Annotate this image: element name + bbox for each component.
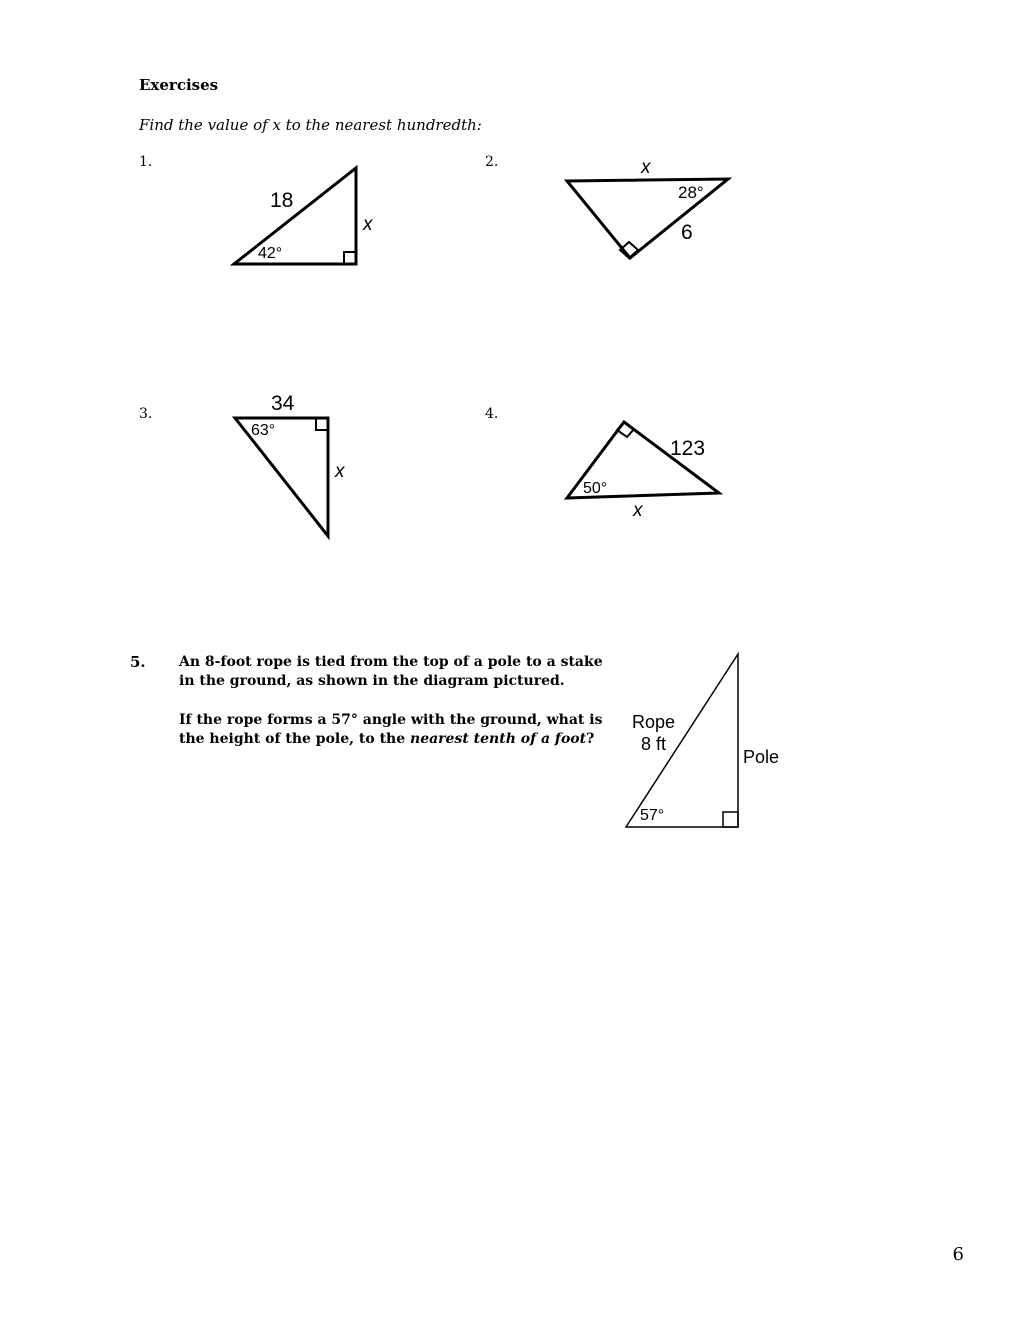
triangle-diagram-4: [560, 412, 735, 522]
problem-4-hyp-label: 123: [670, 437, 706, 460]
problem-4-angle-label: 50°: [583, 480, 608, 497]
triangle-2-shape: [567, 179, 728, 258]
rope-pole-diagram: [610, 645, 800, 835]
problem-5-text-1: An 8-foot rope is tied from the top of a pole to a stake in the ground, as shown in the diagram pictured.: [179, 654, 603, 689]
triangle-3-shape: [235, 418, 328, 536]
section-heading: Exercises: [139, 76, 219, 94]
right-angle-marker-3: [316, 418, 328, 430]
pole-right-angle-marker: [723, 812, 738, 827]
problem-2-angle-label: 28°: [678, 183, 704, 202]
triangle-diagram-3: [225, 385, 365, 545]
pole-label: Pole: [743, 747, 780, 767]
problem-3-number: 3.: [139, 406, 153, 422]
problem-2-side-label: 6: [681, 221, 693, 244]
problem-4-x-label: x: [633, 500, 643, 521]
triangle-1-shape: [234, 168, 356, 264]
triangle-diagram-2: [560, 150, 740, 265]
right-angle-marker-1: [344, 252, 356, 264]
problem-3-x-label: x: [335, 461, 345, 482]
triangle-diagram-1: [220, 160, 380, 275]
problem-3-angle-label: 63°: [251, 422, 276, 439]
problem-5-text-2-end: ?: [586, 731, 595, 747]
problem-5-text-2-start: If the rope forms a 57° angle with the ground, what is the height of the pole, to the: [179, 712, 603, 747]
problem-1-angle-label: 42°: [258, 245, 283, 262]
instructions: Find the value of x to the nearest hundredth:: [139, 116, 482, 134]
angle-57-label: 57°: [640, 807, 665, 824]
rope-label: Rope: [632, 712, 676, 732]
problem-3-top-label: 34: [271, 392, 295, 415]
page-number: 6: [952, 1244, 964, 1265]
problem-1-x-label: x: [363, 214, 373, 235]
problem-5-text-2: [179, 711, 619, 749]
problem-1-number: 1.: [139, 154, 153, 170]
problem-2-x-label: x: [641, 157, 651, 178]
problem-1-hyp-label: 18: [270, 189, 294, 212]
rope-length-label: 8 ft: [641, 734, 667, 754]
problem-2-number: 2.: [485, 154, 499, 170]
problem-5-number: 5.: [130, 653, 146, 671]
problem-5-emphasis: nearest tenth of a foot: [410, 731, 587, 747]
problem-4-number: 4.: [485, 406, 499, 422]
